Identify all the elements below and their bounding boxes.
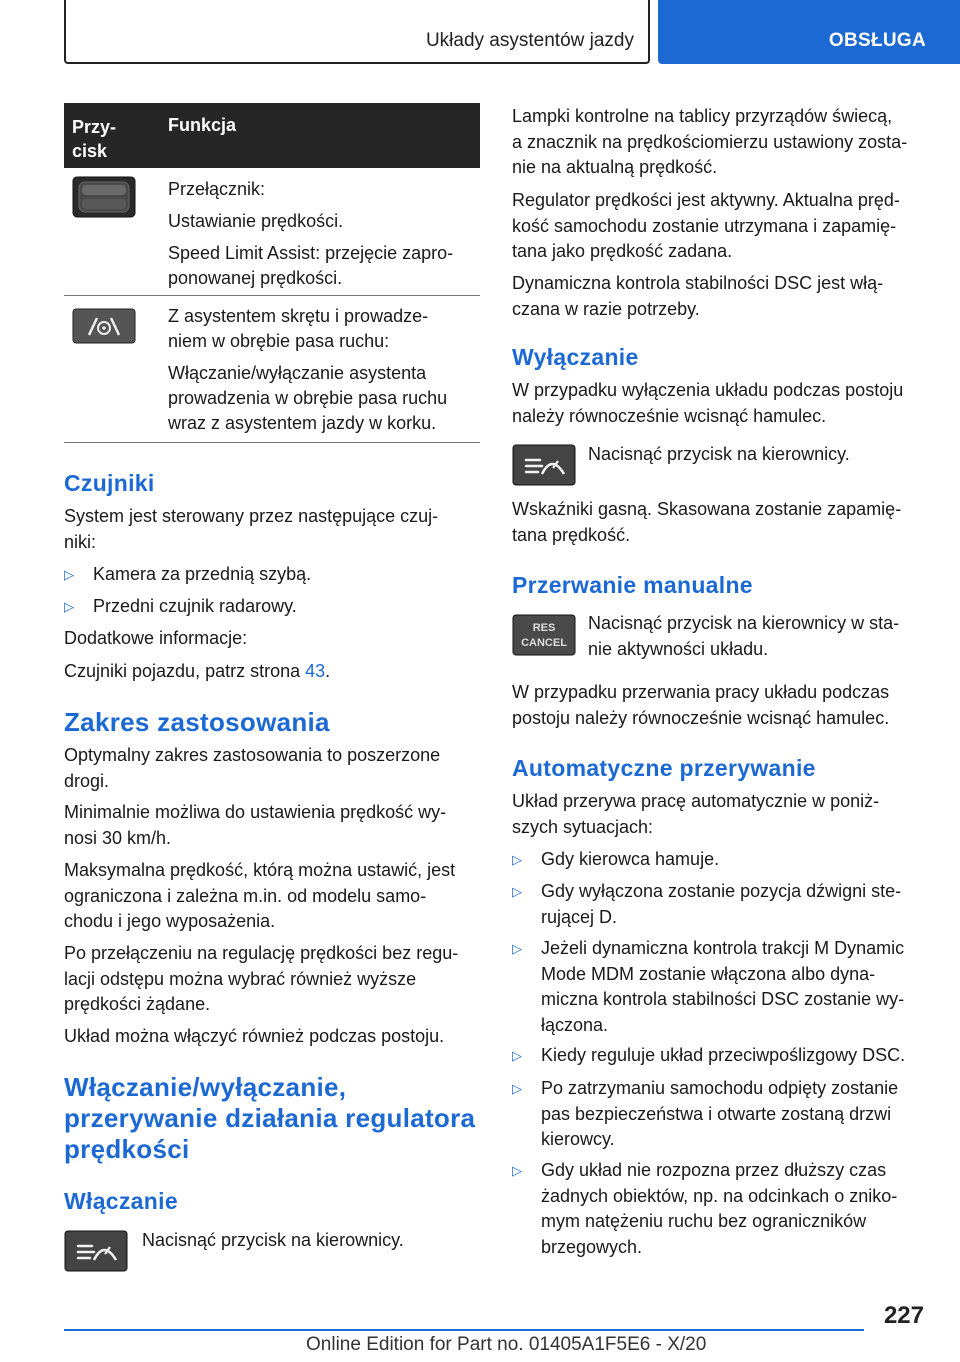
row2-line2: Włączanie/wyłączanie asystenta prowadzenia w obrębie pasa ruchu wraz z asystentem jazdy w korku. (168, 363, 448, 433)
row1-line2: Ustawianie prędkości. (168, 211, 344, 231)
rocker-switch-icon (72, 176, 136, 223)
heading-main: Włączanie/wyłączanie, przerywanie działania regulatora prędkości (64, 1072, 476, 1164)
col-header-function: Funkcja (168, 115, 237, 135)
col-header-button: Przy- cisk (72, 117, 117, 161)
table-header (64, 103, 480, 168)
manual-after: W przypadku przerwania pracy układu podczas postoju należy równocześnie wcisnąć hamulec. (512, 682, 890, 728)
wylaczanie-after: Wskaźniki gasną. Skasowana zostanie zapamię- tana prędkość. (512, 499, 902, 545)
heading-zakres: Zakres zastosowania (64, 707, 330, 737)
right-p3: Dynamiczna kontrola stabilności DSC jest włą- czana w razie potrzeby. (512, 273, 884, 319)
wylaczanie-btn-text: Nacisnąć przycisk na kierownicy. (588, 444, 850, 464)
zakres-p5: Układ można włączyć również podczas postoju. (64, 1026, 445, 1046)
heading-czujniki: Czujniki (64, 470, 155, 496)
edition-note: Online Edition for Part no. 01405A1F5E6 - X/20 (306, 1334, 707, 1355)
footer-divider (64, 1329, 864, 1331)
bullet-marker-icon: ▷ (512, 884, 522, 899)
page-link[interactable]: 43 (305, 661, 326, 681)
svg-text:CANCEL: CANCEL (521, 637, 567, 649)
page-number: 227 (883, 1302, 924, 1329)
zakres-p1: Optymalny zakres zastosowania to poszerzone drogi. (64, 745, 441, 791)
cruise-control-button-icon (512, 444, 576, 491)
czujniki-intro: System jest sterowany przez następujące czuj- niki: (64, 506, 439, 552)
table-row (64, 296, 480, 443)
manual-btn-text: Nacisnąć przycisk na kierownicy w sta- nie aktywności układu. (588, 613, 900, 659)
zakres-p3: Maksymalna prędkość, którą można ustawić, jest ograniczona i zależna m.in. od modelu samo- chodu i jego wyposażenia. (64, 860, 456, 931)
heading-auto: Automatyczne przerywanie (512, 755, 816, 781)
cruise-control-button-icon (64, 1230, 128, 1277)
row2-line1: Z asystentem skrętu i prowadze- niem w obrębie pasa ruchu: (168, 306, 429, 351)
row1-line3: Speed Limit Assist: przejęcie zapro- ponowanej prędkości. (168, 243, 454, 288)
heading-wlaczanie: Włączanie (64, 1188, 178, 1214)
bullet-marker-icon: ▷ (64, 599, 74, 614)
section-label: OBSŁUGA (828, 30, 926, 51)
right-p1: Lampki kontrolne na tablicy przyrządów świecą, a znacznik na prędkościomierzu ustawiony zosta- nie na aktualną prędkość. (512, 106, 908, 177)
table-row (64, 168, 480, 296)
bullet-marker-icon: ▷ (512, 1163, 522, 1178)
header-bar (64, 0, 650, 64)
bullet-marker-icon: ▷ (512, 1081, 522, 1096)
sensor-reference: Czujniki pojazdu, patrz strona 43. (64, 661, 331, 681)
heading-wylaczanie: Wyłączanie (512, 344, 639, 370)
svg-text:RES: RES (532, 622, 556, 634)
right-p2: Regulator prędkości jest aktywny. Aktualna pręd- kość samochodu zostanie utrzymana i zapamię- tana jako prędkość zadana. (512, 190, 900, 261)
heading-manual: Przerwanie manualne (512, 572, 753, 598)
zakres-p2: Minimalnie możliwa do ustawienia prędkość wy- nosi 30 km/h. (64, 802, 447, 848)
wlaczanie-text: Nacisnąć przycisk na kierownicy. (142, 1230, 404, 1250)
bullet-marker-icon: ▷ (512, 1048, 522, 1063)
bullet-marker-icon: ▷ (512, 941, 522, 956)
bullet-marker-icon: ▷ (512, 852, 522, 867)
res-cancel-button-icon (512, 614, 576, 661)
chapter-title: Układy asystentów jazdy (425, 30, 634, 51)
zakres-p4: Po przełączeniu na regulację prędkości bez regu- lacji odstępu można wybrać również wyższe prędkości żądane. (64, 943, 459, 1014)
button-function-table (64, 103, 480, 443)
bullet-marker-icon: ▷ (64, 567, 74, 582)
row1-line1: Przełącznik: (168, 179, 266, 199)
extra-info-label: Dodatkowe informacje: (64, 628, 248, 648)
auto-intro: Układ przerywa pracę automatycznie w poniż- szych sytuacjach: (512, 791, 880, 837)
section-tab (658, 0, 960, 64)
steering-lane-assist-icon (72, 308, 136, 349)
wylaczanie-p: W przypadku wyłączenia układu podczas postoju należy równocześnie wcisnąć hamulec. (512, 380, 904, 426)
